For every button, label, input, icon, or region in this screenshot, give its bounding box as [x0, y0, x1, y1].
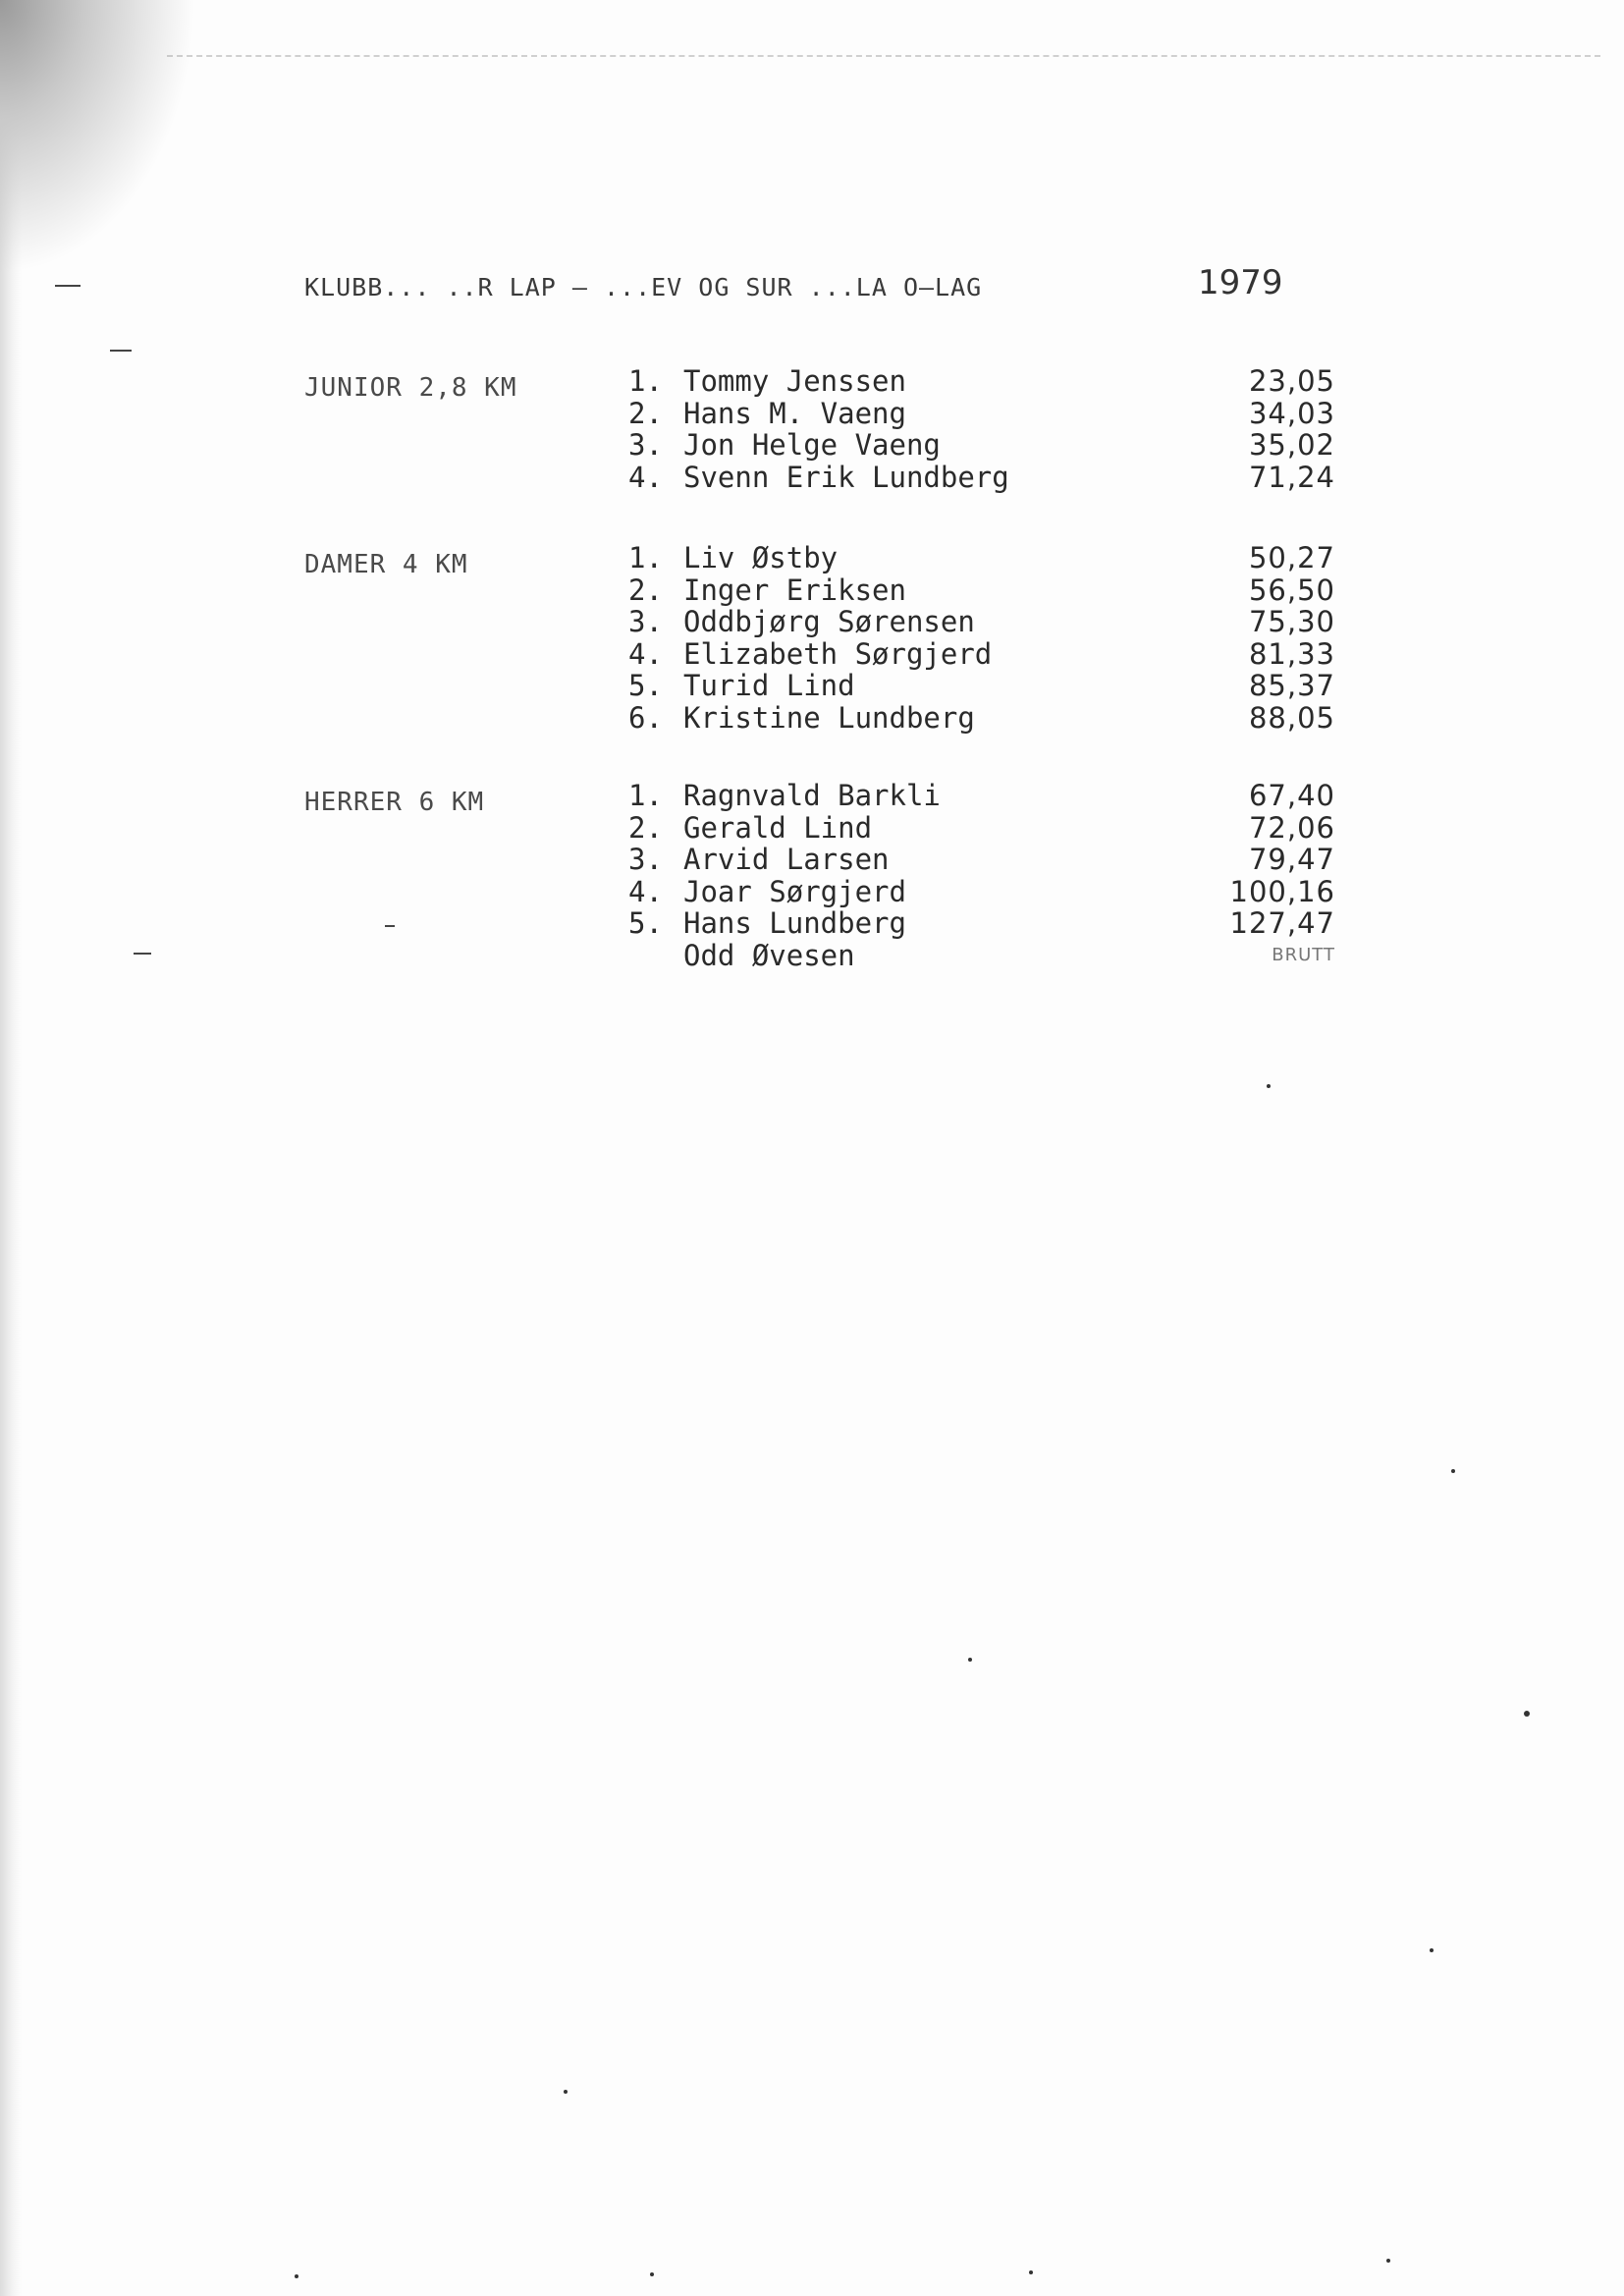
placing: 2.: [628, 396, 663, 430]
finish-time: 35,02: [1248, 428, 1335, 462]
finish-time: 75,30: [1248, 605, 1335, 638]
class-label: JUNIOR 2,8 KM: [304, 373, 517, 403]
result-row: [628, 606, 1335, 638]
placing: 3.: [628, 843, 663, 876]
runner-name: Svenn Erik Lundberg: [683, 460, 1009, 494]
runner-name: Oddbjørg Sørensen: [683, 605, 975, 638]
placing: 4.: [628, 460, 663, 494]
finish-time: 34,03: [1248, 396, 1335, 430]
scan-speck: [564, 2090, 568, 2094]
placing: 4.: [628, 874, 663, 908]
result-row: [628, 429, 1335, 462]
finish-time: 127,47: [1229, 906, 1335, 940]
scan-speck: [295, 2274, 298, 2278]
perforation-line: [167, 55, 1600, 57]
runner-name: Joar Sørgjerd: [683, 874, 906, 908]
placing: 5.: [628, 669, 663, 702]
placing: 1.: [628, 779, 663, 812]
result-list: [628, 365, 1335, 493]
runner-name: Tommy Jenssen: [683, 364, 906, 398]
finish-time: 100,16: [1229, 874, 1335, 908]
placing: 4.: [628, 636, 663, 671]
scan-speck: [1029, 2270, 1033, 2274]
placing: 2.: [628, 573, 663, 607]
result-row: [628, 574, 1335, 607]
finish-time: 50,27: [1248, 541, 1335, 574]
result-row: [628, 702, 1335, 735]
result-row: [628, 844, 1335, 876]
runner-name: Jon Helge Vaeng: [683, 428, 941, 462]
result-row: [628, 780, 1335, 812]
runner-name: Turid Lind: [683, 669, 855, 702]
placing: 3.: [628, 605, 663, 638]
class-label: HERRER 6 KM: [304, 788, 485, 817]
result-row: [628, 462, 1335, 494]
runner-name: Hans M. Vaeng: [683, 396, 906, 430]
scan-speck: [968, 1658, 972, 1662]
runner-name: Arvid Larsen: [683, 843, 890, 876]
runner-name: Odd Øvesen: [683, 938, 855, 972]
document-year: 1979: [1198, 263, 1283, 302]
result-row: [628, 670, 1335, 702]
finish-time: 79,47: [1248, 843, 1335, 876]
result-row: [628, 398, 1335, 430]
page-edge-shadow: [0, 0, 22, 2296]
runner-name: Elizabeth Sørgjerd: [683, 636, 993, 671]
result-row: [628, 940, 1335, 972]
placing: 6.: [628, 700, 663, 735]
class-label: DAMER 4 KM: [304, 550, 468, 579]
result-row: [628, 812, 1335, 845]
placing: 2.: [628, 810, 663, 845]
placing: 1.: [628, 364, 663, 398]
runner-name: Gerald Lind: [683, 810, 873, 845]
result-row: [628, 542, 1335, 574]
folded-corner-shadow: [0, 0, 196, 275]
result-row: [628, 638, 1335, 671]
finish-time: BRUTT: [1272, 944, 1335, 965]
runner-name: Hans Lundberg: [683, 906, 906, 940]
result-row: [628, 365, 1335, 398]
scan-speck: [1524, 1711, 1530, 1717]
margin-mark: [385, 925, 395, 927]
margin-mark: [110, 350, 132, 352]
placing: 5.: [628, 906, 663, 940]
runner-name: Kristine Lundberg: [683, 700, 975, 735]
finish-time: 23,05: [1248, 364, 1335, 398]
result-list: [628, 542, 1335, 734]
runner-name: Inger Eriksen: [683, 573, 906, 607]
finish-time: 85,37: [1248, 669, 1335, 702]
scan-speck: [650, 2272, 654, 2276]
finish-time: 88,05: [1248, 700, 1335, 735]
scan-speck: [1430, 1948, 1434, 1952]
scan-speck: [1451, 1469, 1455, 1473]
finish-time: 56,50: [1248, 573, 1335, 607]
placing: 1.: [628, 541, 663, 574]
margin-mark: [134, 953, 151, 955]
finish-time: 67,40: [1248, 779, 1335, 812]
result-row: [628, 907, 1335, 940]
runner-name: Liv Østby: [683, 541, 839, 574]
margin-mark: [55, 285, 81, 287]
result-list: [628, 780, 1335, 971]
result-row: [628, 876, 1335, 908]
runner-name: Ragnvald Barkli: [683, 779, 941, 812]
finish-time: 81,33: [1248, 636, 1335, 671]
finish-time: 72,06: [1248, 810, 1335, 845]
finish-time: 71,24: [1248, 460, 1335, 494]
scan-speck: [1386, 2259, 1390, 2263]
placing: 3.: [628, 428, 663, 462]
document-title: KLUBB... ..R LAP – ...EV OG SUR ...LA O–LAG: [304, 273, 983, 301]
scan-speck: [1267, 1084, 1271, 1088]
document-header: [304, 263, 1384, 312]
